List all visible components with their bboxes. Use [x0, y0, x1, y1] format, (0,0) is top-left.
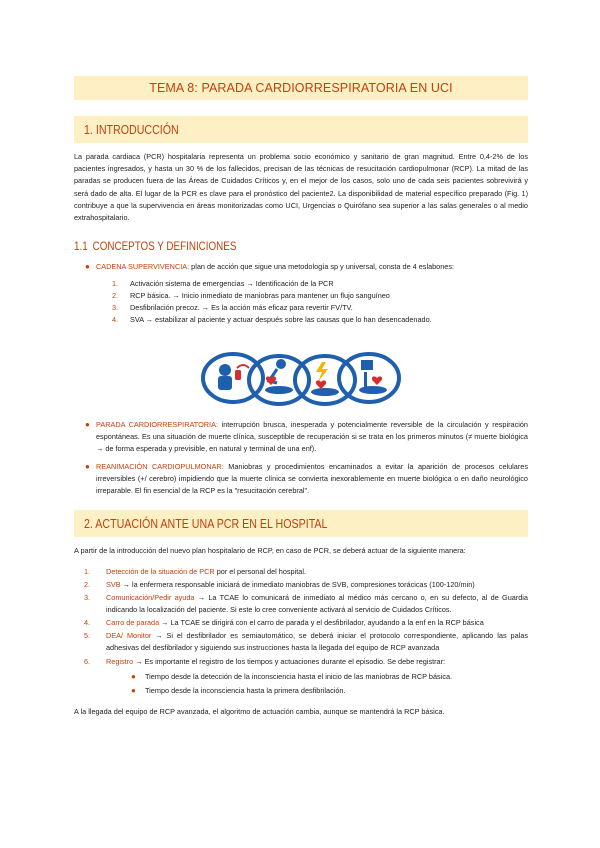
page-title: TEMA 8: PARADA CARDIORRESPIRATORIA EN UCI — [149, 81, 453, 95]
chain-item — [112, 314, 520, 326]
defibrillator-icon — [311, 362, 339, 396]
step-text: → Si el desfibrilador es semiautomático, se deberá iniciar el protocolo correspondiente, aplicando las palas adhesivas del desfibrilador y siguiendo sus instrucciones hasta la llegada del equipo de RCP avanzada — [106, 631, 529, 653]
chain-number: 1. — [112, 279, 119, 288]
chain-text: RCP básica. → Inicio inmediato de maniobras para mantener un flujo sanguíneo — [130, 291, 390, 300]
step-label: Comunicación/Pedir ayuda — [106, 593, 195, 602]
step-number: 1. — [84, 567, 91, 576]
chain-item — [112, 290, 520, 302]
chain-of-survival-illustration — [201, 338, 401, 418]
step-item — [84, 656, 528, 668]
registro-item — [131, 685, 525, 697]
bullet-label: REANIMACIÓN CARDIOPULMONAR: — [96, 462, 224, 471]
section-2-heading: 2. ACTUACIÓN ANTE UNA PCR EN EL HOSPITAL — [84, 516, 328, 531]
chain-number: 3. — [112, 303, 119, 312]
bullet-parada — [85, 419, 528, 456]
bullet-reanimacion — [85, 461, 529, 498]
bullet-text: plan de acción que sigue una metodología sp y universal, consta de 4 eslabones: — [189, 262, 455, 271]
step-item — [84, 579, 528, 591]
step-item — [84, 592, 528, 616]
chain-number: 2. — [112, 291, 119, 300]
bullet-icon: ● — [131, 672, 136, 681]
phone-icon — [218, 364, 249, 390]
step-item — [84, 617, 528, 629]
title-band — [74, 76, 528, 100]
bullet-text: interrupción brusca, inesperada y potencialmente reversible de la circulación y respiración espontáneas. Es una situación de muerte clínica, susceptible de recuperación si se trata en los primeros minutos (≠ muerte biológica → de forma esperada y previsible, en natural y terminal de una enf). — [96, 420, 528, 454]
section-1-heading: 1. INTRODUCCIÓN — [84, 122, 179, 137]
chain-text: Desfibrilación precoz. → Es la acción más eficaz para revertir FV/TV. — [130, 303, 353, 312]
step-text: → La TCAE se dirigirá con el carro de parada y el desfibrilador, ayudando a la enf en la RCP básica — [159, 618, 484, 627]
bullet-icon: ● — [85, 462, 90, 471]
subsection-number: 1.1 — [74, 239, 88, 253]
bullet-cadena — [85, 261, 528, 273]
step-label: Registro — [106, 657, 134, 666]
subsection-title: CONCEPTOS Y DEFINICIONES — [92, 239, 237, 253]
chain-item — [112, 302, 520, 314]
step-text: → Es importante el registro de los tiempos y actuaciones durante el episodio. Se debe registrar: — [133, 657, 446, 666]
chain-item — [112, 278, 520, 290]
registro-item — [131, 671, 525, 683]
step-number: 6. — [84, 657, 91, 666]
step-number: 4. — [84, 618, 91, 627]
chain-text: SVA → estabilizar al paciente y actuar después sobre las causas que lo han desencadenado. — [130, 315, 432, 324]
step-number: 5. — [84, 631, 91, 640]
registro-text: Tiempo desde la inconsciencia hasta la primera desfibrilación. — [145, 686, 346, 695]
intro-paragraph: La parada cardiaca (PCR) hospitalaria representa un problema socio económico y sanitario de gran magnitud. Entre 0,4-2% de los pacientes ingresados, y hasta un 30 % de los fallecidos, precisan de las técnicas de resucitación cardiopulmonar (RCP). La mitad de las paradas se producen fuera de las Áreas de Cuidados Críticos y, en el mejor de los casos, solo uno de cada seis pacientes sobrevivirá y será dado de alta. El lugar de la PCR es clave para el pronóstico del paciente2. La disponibilidad de material específico preparado (Fig. 1) contribuye a que la supervivencia en áreas monitorizadas como UCI, Urgencias o Quirófano sea superior a las salas generales o al medio extrahospitalario. — [74, 152, 528, 223]
cpr-icon — [265, 359, 293, 394]
step-item — [84, 630, 529, 654]
bullet-icon: ● — [85, 420, 90, 429]
step-label: SVB — [106, 580, 121, 589]
step-label: Detección de la situación de PCR — [106, 567, 215, 576]
step-number: 3. — [84, 593, 91, 602]
step-text: → La TCAE lo comunicará de inmediato al médico más cercano o, en su defecto, al de Guardia indicando la localización del paciente. Si este lo cree conveniente activará al servicio de Cuidados Críticos. — [106, 593, 528, 615]
bullet-label: PARADA CARDIORRESPIRATORIA: — [96, 420, 218, 429]
bullet-icon: ● — [85, 262, 90, 271]
step-label: DEA/ Monitor — [106, 631, 152, 640]
chain-text: Activación sistema de emergencias → Identificación de la PCR — [130, 279, 334, 288]
hospital-care-icon — [359, 360, 387, 394]
step-text: por el personal del hospital. — [214, 567, 306, 576]
bullet-text: Maniobras y procedimientos encaminados a evitar la aparición de procesos celulares irreversibles (+/ cerebro) impidiendo que la muerte clínica se convierta inexorablemente en muerte biológica o en daño neurológico irreparable. El fin esencial de la RCP es la "resucitación cerebral". — [96, 462, 529, 496]
step-text: → la enfermera responsable iniciará de inmediato maniobras de SVB, compresiones torácicas (100-120/min) — [120, 580, 475, 589]
registro-text: Tiempo desde la detección de la inconsciencia hasta el inicio de las maniobras de RCP básica. — [145, 672, 453, 681]
section-1-band — [74, 116, 528, 143]
bullet-label: CADENA SUPERVIVENCIA: — [96, 262, 190, 271]
closing-paragraph: A la llegada del equipo de RCP avanzada, el algoritmo de actuación cambia, aunque se mantendrá la RCP básica. — [74, 707, 445, 716]
bullet-icon: ● — [131, 686, 136, 695]
section-2-band — [74, 510, 528, 537]
subsection-1-1-heading — [74, 239, 236, 253]
step-label: Carro de parada — [106, 618, 160, 627]
step-item — [84, 566, 528, 578]
chain-number: 4. — [112, 315, 119, 324]
step-number: 2. — [84, 580, 91, 589]
section-2-intro: A partir de la introducción del nuevo plan hospitalario de RCP, en caso de PCR, se deberá actuar de la siguiente manera: — [74, 546, 466, 555]
